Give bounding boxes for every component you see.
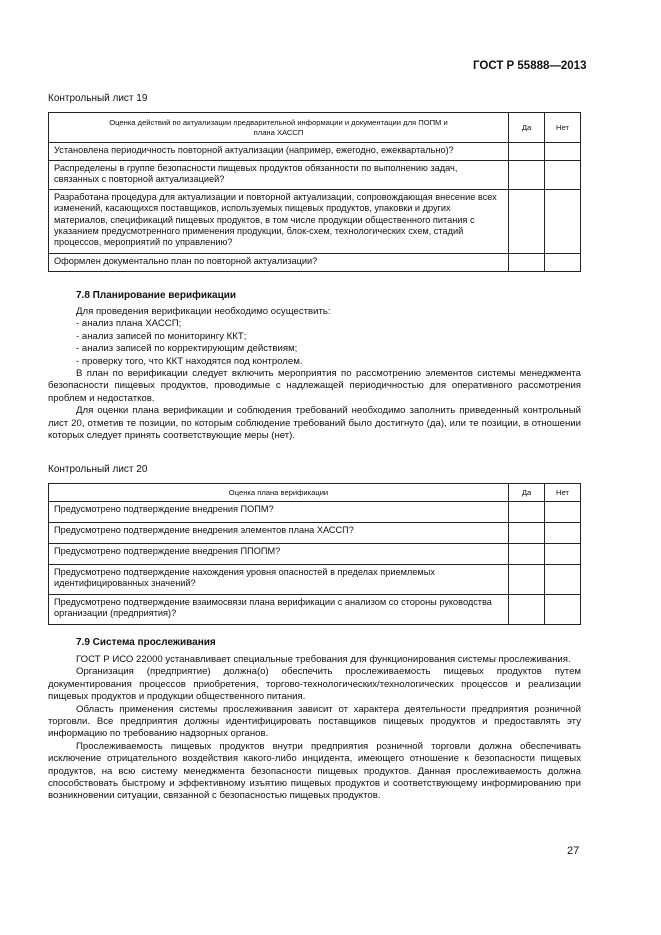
answer-yes-cell[interactable] <box>509 544 545 565</box>
row-question: Оформлен документально план по повторной актуализации? <box>49 254 509 272</box>
intro-text: Для проведения верификации необходимо осуществить: <box>76 306 331 317</box>
answer-no-cell[interactable] <box>545 502 581 523</box>
answer-no-cell[interactable] <box>545 190 581 254</box>
answer-yes-cell[interactable] <box>509 254 545 272</box>
answer-yes-cell[interactable] <box>509 190 545 254</box>
row-question: Предусмотрено подтверждение внедрения ППОПМ? <box>49 544 509 565</box>
answer-yes-cell[interactable] <box>509 523 545 544</box>
table-row <box>49 523 581 544</box>
table-row <box>49 595 581 625</box>
answer-no-cell[interactable] <box>545 161 581 190</box>
answer-yes-cell[interactable] <box>509 565 545 595</box>
column-header-no: Нет <box>545 484 581 502</box>
list-item: - анализ записей по мониторингу ККТ; <box>76 330 247 342</box>
table-row <box>49 143 581 161</box>
checklist-20-caption: Контрольный лист 20 <box>48 464 148 475</box>
checklist-19-caption: Контрольный лист 19 <box>48 93 148 104</box>
answer-yes-cell[interactable] <box>509 502 545 523</box>
row-question: Установлена периодичность повторной актуализации (например, ежегодно, ежеквартально)? <box>49 143 509 161</box>
table-row <box>49 190 581 254</box>
paragraph: ГОСТ Р ИСО 22000 устанавливает специальные требования для функционирования системы прослеживания. <box>76 654 571 665</box>
column-header-no: Нет <box>545 113 581 143</box>
row-question: Разработана процедура для актуализации и повторной актуализации, сопровождающая внесение всех изменений, касающихся поставщиков, используемых пищевых продуктов, упаковки и других материалов, спецификаций пищевых продуктов, в том числе продукции общественного питания с указанием предусмотренного применения продукции, блок-схем, технологических схем, стадий процессов, мероприятий по управлению? <box>49 190 509 254</box>
section-7-9-title: 7.9 Система прослеживания <box>76 637 216 648</box>
column-header-question: Оценка плана верификации <box>49 484 509 502</box>
row-question: Предусмотрено подтверждение нахождения уровня опасностей в пределах приемлемых идентифицированных значений? <box>49 565 509 595</box>
answer-no-cell[interactable] <box>545 143 581 161</box>
table-row <box>49 502 581 523</box>
paragraph: Организация (предприятие) должна(о) обеспечить прослеживаемость пищевых продуктов путем документирования процессов приобретения, торгово-технологических/технологических процессов и реализации пищевых продуктов и продукции общественного питания. <box>48 666 581 703</box>
list-item: - проверку того, что ККТ находятся под контролем. <box>76 355 303 367</box>
column-header-yes: Да <box>509 484 545 502</box>
answer-no-cell[interactable] <box>545 544 581 565</box>
column-header-question: Оценка действий по актуализации предварительной информации и документации для ПОПМ и плана ХАССП <box>49 113 509 143</box>
table-header-row <box>49 484 581 502</box>
column-header-yes: Да <box>509 113 545 143</box>
table-row <box>49 565 581 595</box>
row-question: Предусмотрено подтверждение взаимосвязи плана верификации с анализом со стороны руководства организации (предприятия)? <box>49 595 509 625</box>
paragraph: Область применения системы прослеживания зависит от характера деятельности предприятия розничной торговли. Все предприятия должны идентифицировать поставщиков пищевых продуктов и предоставлять эту информацию по требованию надзорных органов. <box>48 703 581 740</box>
row-question: Предусмотрено подтверждение внедрения ПОПМ? <box>49 502 509 523</box>
answer-yes-cell[interactable] <box>509 595 545 625</box>
answer-yes-cell[interactable] <box>509 143 545 161</box>
table-row <box>49 254 581 272</box>
answer-no-cell[interactable] <box>545 254 581 272</box>
row-question: Предусмотрено подтверждение внедрения элементов плана ХАССП? <box>49 523 509 544</box>
section-7-8-body <box>48 306 581 442</box>
answer-no-cell[interactable] <box>545 565 581 595</box>
table-header-row <box>49 113 581 143</box>
paragraph: Прослеживаемость пищевых продуктов внутри предприятия розничной торговли должна обеспечивать исключение отрицательного воздействия какого-либо инцидента, имеющего отношение к безопасности пищевых продуктов, на всю систему менеджмента безопасности пищевых продуктов. Данная прослеживаемость должна способствовать быстрому и эффективному изъятию пищевых продуктов и соответствующему информированию при возникновении ситуации, связанной с безопасностью пищевых продуктов. <box>48 740 581 802</box>
page-number: 27 <box>567 845 580 857</box>
paragraph: В план по верификации следует включить мероприятия по рассмотрению элементов системы менеджмента безопасности пищевых продуктов, проводимые с надлежащей периодичностью для оперативного рассмотрения проблем и недостатков. <box>48 368 581 404</box>
checklist-19-table <box>48 112 581 272</box>
checklist-20-table <box>48 483 581 625</box>
table-row <box>49 544 581 565</box>
list-item: - анализ записей по корректирующим действиям; <box>76 343 298 355</box>
answer-yes-cell[interactable] <box>509 161 545 190</box>
row-question: Распределены в группе безопасности пищевых продуктов обязанности по выполнению задач, связанных с повторной актуализацией? <box>49 161 509 190</box>
standard-number: ГОСТ Р 55888—2013 <box>473 60 587 72</box>
section-7-9-body <box>48 654 581 803</box>
paragraph: Для оценки плана верификации и соблюдения требований необходимо заполнить приведенный контрольный лист 20, отметив те позиции, по которым соблюдение требований было достигнуто (да), или те позиции, в отношении которых следует принять соответствующие меры (нет). <box>48 405 581 442</box>
table-row <box>49 161 581 190</box>
answer-no-cell[interactable] <box>545 595 581 625</box>
section-7-8-title: 7.8 Планирование верификации <box>76 290 237 301</box>
answer-no-cell[interactable] <box>545 523 581 544</box>
list-item: - анализ плана ХАССП; <box>76 318 182 330</box>
